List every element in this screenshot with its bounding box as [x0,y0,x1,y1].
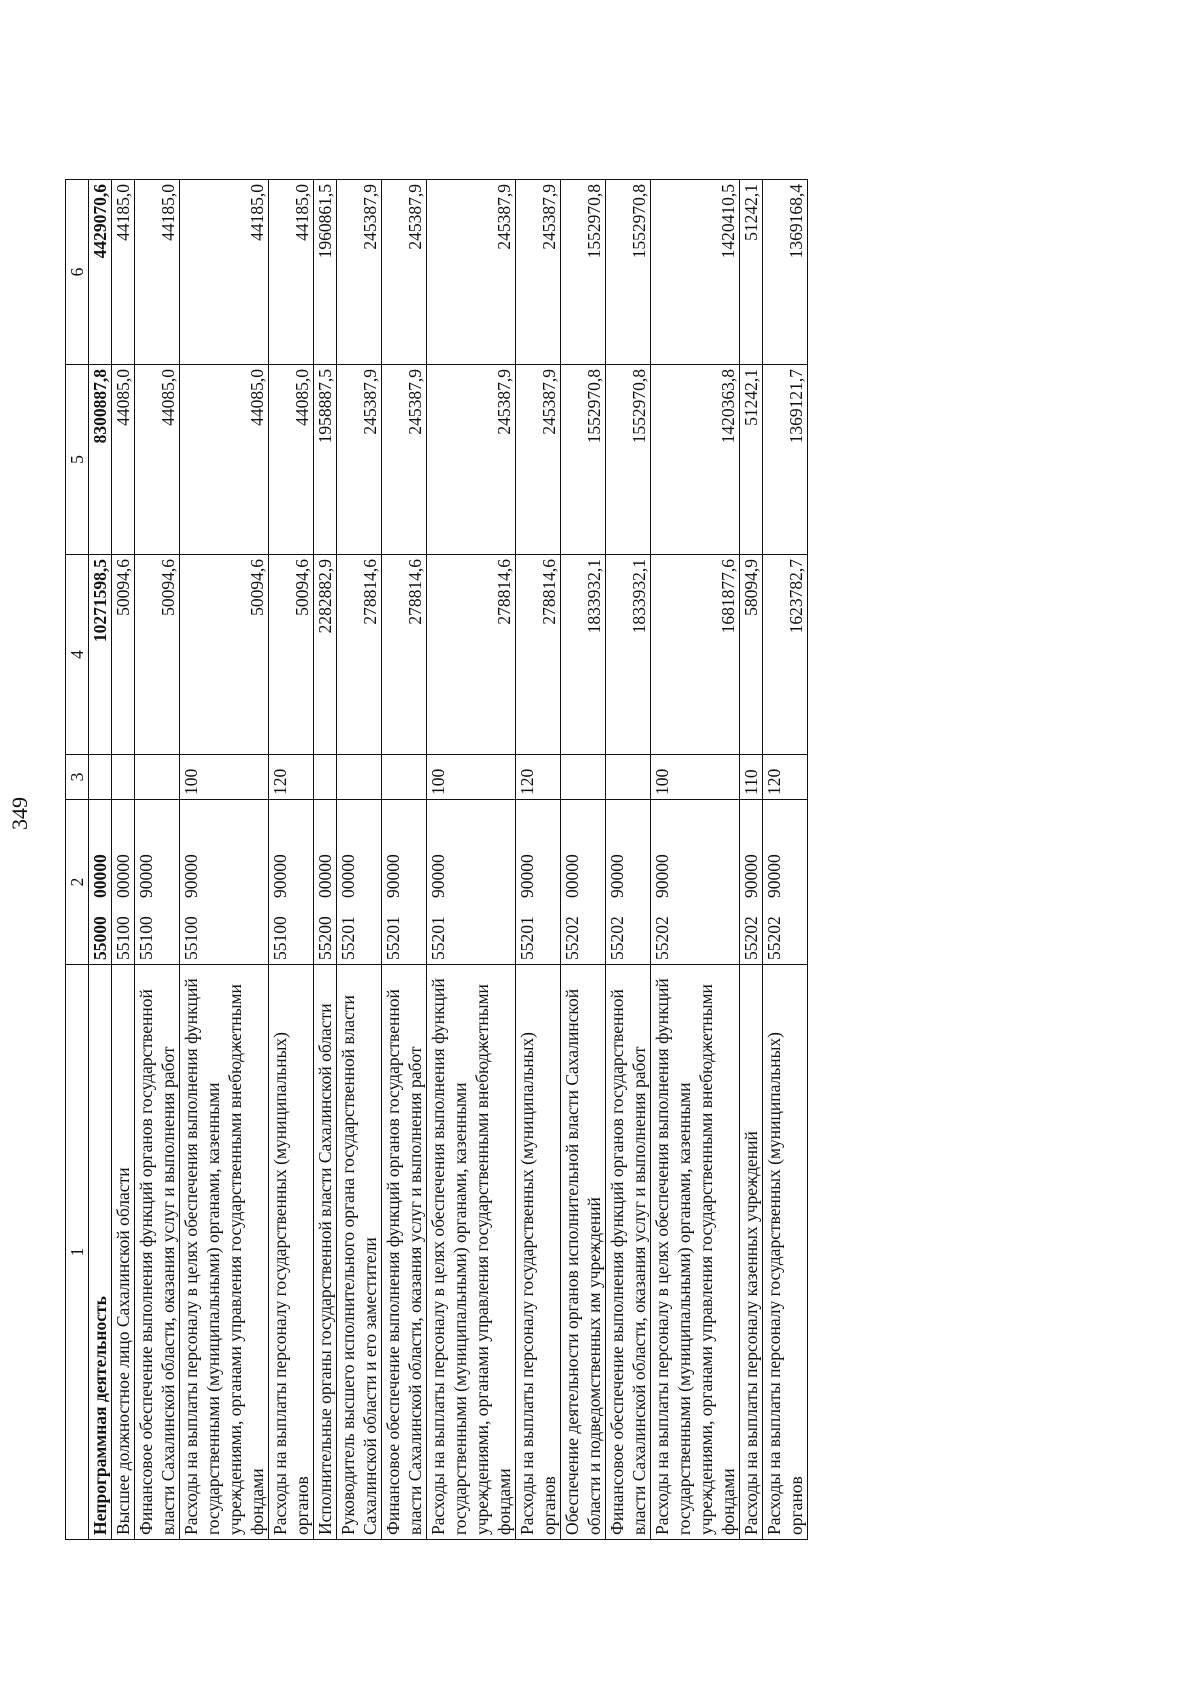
table-row [561,180,606,1540]
row-amount-col4: 278814,6 [427,555,516,755]
row-amount-col4: 58094,9 [740,555,763,755]
budget-table [65,179,808,1540]
code-program-part: 55202 [562,916,582,960]
page-number: 349 [7,797,32,830]
column-number-row [66,180,89,1540]
row-expense-type: 120 [269,755,314,800]
table-row [740,180,763,1540]
row-amount-col6: 1960861,5 [314,180,337,365]
row-amount-col4: 10271598,5 [89,555,112,755]
table-row [314,180,337,1540]
code-program-part: 55201 [428,916,448,960]
row-amount-col6: 44185,0 [135,180,180,365]
row-amount-col6: 245387,9 [516,180,561,365]
row-amount-col6: 245387,9 [427,180,516,365]
row-expense-type: 110 [740,755,763,800]
row-target-code [740,800,763,965]
code-program-part: 55201 [338,916,358,960]
code-direction-part: 90000 [652,854,672,898]
row-name: Непрограммная деятельность [89,965,112,1540]
row-amount-col4: 1681877,6 [651,555,740,755]
row-target-code [516,800,561,965]
row-amount-col5: 245387,9 [382,365,427,555]
row-amount-col6: 4429070,6 [89,180,112,365]
code-direction-part: 90000 [383,854,403,898]
row-target-code [427,800,516,965]
row-name: Расходы на выплаты персоналу государственных (муниципальных) органов [763,965,808,1540]
code-direction-part: 90000 [136,854,156,898]
code-program-part: 55201 [383,916,403,960]
row-amount-col6: 51242,1 [740,180,763,365]
column-header: 3 [66,755,89,800]
table-row [135,180,180,1540]
row-name: Исполнительные органы государственной власти Сахалинской области [314,965,337,1540]
row-target-code [561,800,606,965]
code-direction-part: 90000 [428,854,448,898]
row-amount-col4: 1833932,1 [606,555,651,755]
row-amount-col6: 1420410,5 [651,180,740,365]
code-direction-part: 00000 [315,854,335,898]
row-amount-col5: 44085,0 [269,365,314,555]
row-expense-type [561,755,606,800]
row-amount-col4: 50094,6 [180,555,269,755]
table-row [382,180,427,1540]
row-name: Расходы на выплаты персоналу казенных учреждений [740,965,763,1540]
table-row [763,180,808,1540]
row-name: Руководитель высшего исполнительного органа государственной власти Сахалинской области и его заместители [337,965,382,1540]
row-target-code [314,800,337,965]
row-expense-type: 100 [180,755,269,800]
row-expense-type [135,755,180,800]
row-target-code [763,800,808,965]
row-target-code [112,800,135,965]
code-program-part: 55100 [181,916,201,960]
row-expense-type [314,755,337,800]
code-program-part: 55100 [270,916,290,960]
column-header: 1 [66,965,89,1540]
row-amount-col4: 50094,6 [269,555,314,755]
row-target-code [180,800,269,965]
row-target-code [382,800,427,965]
row-name: Обеспечение деятельности органов исполнительной власти Сахалинской области и подведомственных им учреждений [561,965,606,1540]
row-amount-col5: 1369121,7 [763,365,808,555]
row-target-code [651,800,740,965]
code-program-part: 55100 [136,916,156,960]
row-amount-col6: 1552970,8 [561,180,606,365]
code-direction-part: 90000 [517,854,537,898]
row-amount-col4: 50094,6 [135,555,180,755]
code-direction-part: 90000 [764,854,784,898]
row-expense-type [606,755,651,800]
row-amount-col5: 1420363,8 [651,365,740,555]
row-name: Расходы на выплаты персоналу в целях обеспечения выполнения функций государственными (муниципальными) органами, казенными учреждениями, органами управления государственными внебюджетными фондами [180,965,269,1540]
row-expense-type: 100 [427,755,516,800]
row-amount-col5: 1552970,8 [561,365,606,555]
column-header: 2 [66,800,89,965]
row-amount-col5: 245387,9 [337,365,382,555]
row-amount-col6: 1369168,4 [763,180,808,365]
table-row [606,180,651,1540]
row-expense-type [382,755,427,800]
row-amount-col4: 1623782,7 [763,555,808,755]
row-name: Финансовое обеспечение выполнения функций органов государственной власти Сахалинской области, оказания услуг и выполнения работ [135,965,180,1540]
row-amount-col6: 1552970,8 [606,180,651,365]
row-expense-type: 100 [651,755,740,800]
row-name: Расходы на выплаты персоналу в целях обеспечения выполнения функций государственными (муниципальными) органами, казенными учреждениями, органами управления государственными внебюджетными фондами [651,965,740,1540]
table-row [89,180,112,1540]
table-row [516,180,561,1540]
row-expense-type [112,755,135,800]
row-amount-col4: 50094,6 [112,555,135,755]
column-header: 5 [66,365,89,555]
table-row [427,180,516,1540]
table-row [651,180,740,1540]
row-amount-col5: 1958887,5 [314,365,337,555]
row-name: Высшее должностное лицо Сахалинской области [112,965,135,1540]
table-row [112,180,135,1540]
table-row [269,180,314,1540]
row-name: Расходы на выплаты персоналу государственных (муниципальных) органов [269,965,314,1540]
row-target-code [269,800,314,965]
row-amount-col5: 1552970,8 [606,365,651,555]
row-target-code [606,800,651,965]
row-name: Финансовое обеспечение выполнения функций органов государственной власти Сахалинской области, оказания услуг и выполнения работ [606,965,651,1540]
row-amount-col6: 245387,9 [382,180,427,365]
code-program-part: 55202 [741,916,761,960]
code-program-part: 55200 [315,916,335,960]
row-amount-col4: 278814,6 [516,555,561,755]
code-direction-part: 00000 [338,854,358,898]
column-header: 4 [66,555,89,755]
row-amount-col4: 278814,6 [382,555,427,755]
row-amount-col4: 278814,6 [337,555,382,755]
table-row [180,180,269,1540]
code-direction-part: 00000 [90,854,110,898]
code-program-part: 55202 [607,916,627,960]
row-amount-col4: 2282882,9 [314,555,337,755]
code-program-part: 55100 [113,916,133,960]
row-target-code [89,800,112,965]
row-amount-col6: 44185,0 [112,180,135,365]
code-direction-part: 90000 [741,854,761,898]
row-amount-col5: 245387,9 [427,365,516,555]
row-amount-col4: 1833932,1 [561,555,606,755]
column-header: 6 [66,180,89,365]
row-amount-col6: 245387,9 [337,180,382,365]
rotated-document-page [7,180,1075,1540]
table-row [337,180,382,1540]
row-expense-type [89,755,112,800]
row-name: Расходы на выплаты персоналу в целях обеспечения выполнения функций государственными (муниципальными) органами, казенными учреждениями, органами управления государственными внебюджетными фондами [427,965,516,1540]
row-expense-type [337,755,382,800]
row-amount-col5: 51242,1 [740,365,763,555]
row-amount-col5: 44085,0 [180,365,269,555]
code-direction-part: 90000 [270,854,290,898]
row-target-code [337,800,382,965]
row-name: Финансовое обеспечение выполнения функций органов государственной власти Сахалинской области, оказания услуг и выполнения работ [382,965,427,1540]
code-direction-part: 90000 [181,854,201,898]
row-expense-type: 120 [763,755,808,800]
code-program-part: 55202 [652,916,672,960]
code-program-part: 55202 [764,916,784,960]
row-amount-col5: 245387,9 [516,365,561,555]
code-program-part: 55201 [517,916,537,960]
row-amount-col5: 44085,0 [135,365,180,555]
code-program-part: 55000 [90,916,110,960]
code-direction-part: 00000 [562,854,582,898]
row-amount-col5: 44085,0 [112,365,135,555]
row-name: Расходы на выплаты персоналу государственных (муниципальных) органов [516,965,561,1540]
row-amount-col5: 8300887,8 [89,365,112,555]
row-amount-col6: 44185,0 [269,180,314,365]
code-direction-part: 00000 [113,854,133,898]
code-direction-part: 90000 [607,854,627,898]
row-target-code [135,800,180,965]
row-expense-type: 120 [516,755,561,800]
row-amount-col6: 44185,0 [180,180,269,365]
